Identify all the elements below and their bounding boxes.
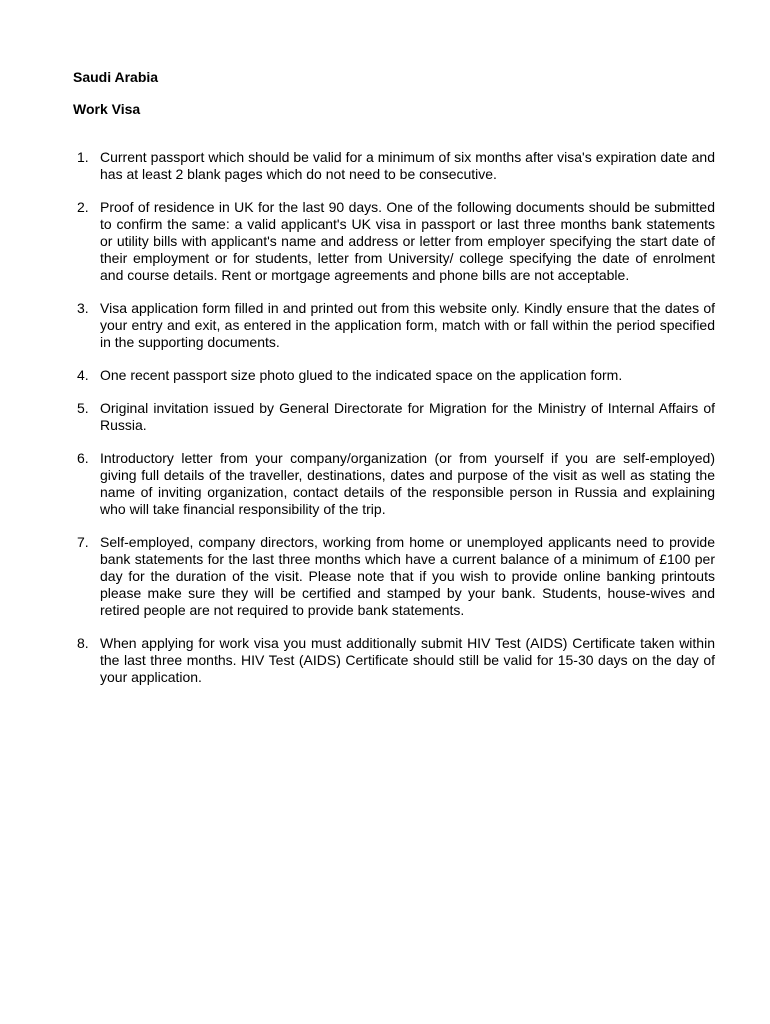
requirement-number: 8. [77,635,89,651]
requirement-text: Introductory letter from your company/organization (or from yourself if you are self-employed) giving full details of the traveller, destinations, dates and purpose of the visit as well as stating the name of inviting organization, contact details of the responsible person in Russia and explaining who will take financial responsibility of the trip. [100,450,715,517]
requirement-number: 1. [77,149,89,165]
requirement-number: 5. [77,400,89,416]
requirement-item [73,450,715,518]
requirement-number: 2. [77,199,89,215]
requirement-text: Original invitation issued by General Directorate for Migration for the Ministry of Internal Affairs of Russia. [100,400,715,433]
requirement-item [73,367,715,384]
requirement-text: Proof of residence in UK for the last 90 days. One of the following documents should be submitted to confirm the same: a valid applicant's UK visa in passport or last three months bank statements or utility bills with applicant's name and address or letter from employer specifying the start date of their employment or for students, letter from University/ college specifying the date of enrolment and course details. Rent or mortgage agreements and phone bills are not acceptable. [100,199,715,283]
requirement-text: Visa application form filled in and printed out from this website only. Kindly ensure that the dates of your entry and exit, as entered in the application form, match with or fall within the period specified in the supporting documents. [100,300,715,350]
requirements-list [73,149,715,702]
requirement-number: 6. [77,450,89,466]
requirement-item [73,300,715,351]
requirement-number: 3. [77,300,89,316]
requirement-text: Self-employed, company directors, working from home or unemployed applicants need to provide bank statements for the last three months which have a current balance of a minimum of £100 per day for the duration of the visit. Please note that if you wish to provide online banking printouts please make sure they will be certified and stamped by your bank. Students, house-wives and retired people are not required to provide bank statements. [100,534,715,618]
requirement-text: Current passport which should be valid for a minimum of six months after visa's expiration date and has at least 2 blank pages which do not need to be consecutive. [100,149,715,182]
requirement-number: 4. [77,367,89,383]
requirement-text: When applying for work visa you must additionally submit HIV Test (AIDS) Certificate taken within the last three months. HIV Test (AIDS) Certificate should still be valid for 15-30 days on the day of your application. [100,635,715,685]
requirement-text: One recent passport size photo glued to the indicated space on the application form. [100,367,623,383]
requirement-item [73,149,715,183]
requirement-item [73,635,715,686]
country-heading: Saudi Arabia [73,69,159,85]
requirement-number: 7. [77,534,89,550]
requirement-item [73,400,715,434]
requirement-item [73,199,715,284]
visa-type-heading: Work Visa [73,101,141,117]
requirement-item [73,534,715,619]
